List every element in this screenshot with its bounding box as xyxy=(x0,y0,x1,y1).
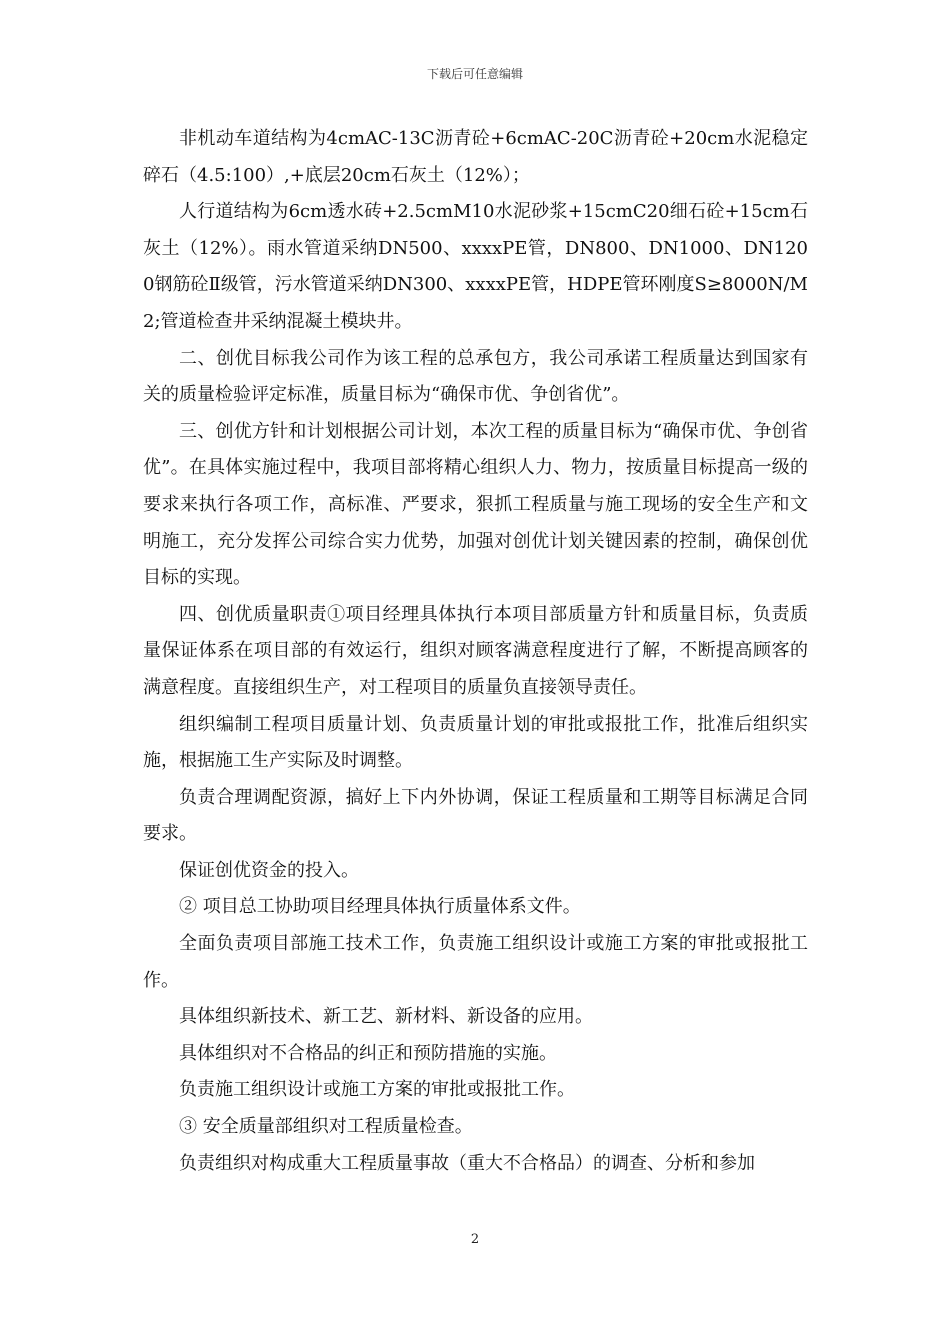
paragraph-7: 负责合理调配资源，搞好上下内外协调，保证工程质量和工期等目标满足合同要求。 xyxy=(143,786,808,845)
document-body xyxy=(143,121,808,1182)
paragraph-13: 负责施工组织设计或施工方案的审批或报批工作。 xyxy=(179,1079,575,1101)
paragraph-12: 具体组织对不合格品的纠正和预防措施的实施。 xyxy=(179,1042,557,1064)
paragraph-6: 组织编制工程项目质量计划、负责质量计划的审批或报批工作，批准后组织实施，根据施工生产实际及时调整。 xyxy=(143,713,808,772)
paragraph-14: ③ 安全质量部组织对工程质量检查。 xyxy=(179,1116,473,1138)
paragraph-9: ② 项目总工协助项目经理具体执行质量体系文件。 xyxy=(179,896,581,918)
paragraph-2: 人行道结构为6cm透水砖+2.5cmM10水泥砂浆+15cmC20细石砼+15cm石灰土（12%）。雨水管道采纳DN500、xxxxPE管，DN800、DN1000、DN1200钢筋砼Ⅱ级管，污水管道采纳DN300、xxxxPE管，HDPE管环刚度S≥8000N/M2;管道检查井采纳混凝土模块井。 xyxy=(143,201,808,332)
paragraph-1: 非机动车道结构为4cmAC-13C沥青砼+6cmAC-20C沥青砼+20cm水泥稳定碎石（4.5:100）,+底层20cm石灰土（12%）； xyxy=(143,128,808,186)
paragraph-15: 负责组织对构成重大工程质量事故（重大不合格品）的调查、分析和参加 xyxy=(179,1152,755,1174)
page-number: 2 xyxy=(470,1232,480,1247)
paragraph-11: 具体组织新技术、新工艺、新材料、新设备的应用。 xyxy=(179,1006,593,1028)
paragraph-8: 保证创优资金的投入。 xyxy=(179,859,359,881)
paragraph-4: 三、创优方针和计划根据公司计划，本次工程的质量目标为“确保市优、争创省优”。在具体实施过程中，我项目部将精心组织人力、物力，按质量目标提高一级的要求来执行各项工作，高标准、严要求，狠抓工程质量与施工现场的安全生产和文明施工，充分发挥公司综合实力优势，加强对创优计划关键因素的控制，确保创优目标的实现。 xyxy=(143,420,808,589)
page-header: 下载后可任意编辑 xyxy=(426,67,523,81)
paragraph-3: 二、创优目标我公司作为该工程的总承包方，我公司承诺工程质量达到国家有关的质量检验评定标准，质量目标为“确保市优、争创省优”。 xyxy=(143,347,808,406)
paragraph-10: 全面负责项目部施工技术工作，负责施工组织设计或施工方案的审批或报批工作。 xyxy=(143,933,808,991)
paragraph-5: 四、创优质量职责①项目经理具体执行本项目部质量方针和质量目标，负责质量保证体系在项目部的有效运行，组织对顾客满意程度进行了解，不断提高顾客的满意程度。直接组织生产，对工程项目的质量负直接领导责任。 xyxy=(143,603,808,698)
